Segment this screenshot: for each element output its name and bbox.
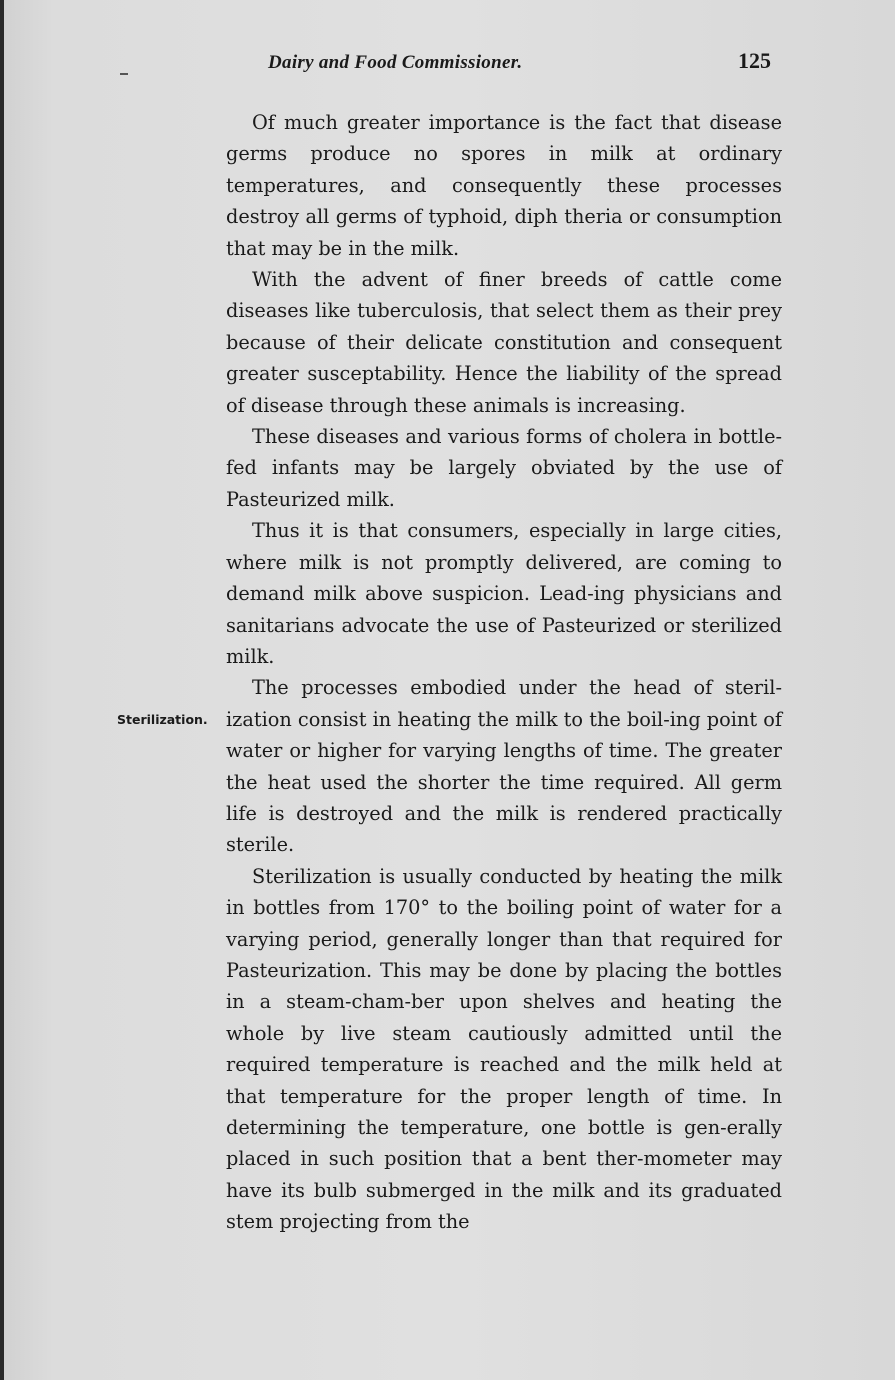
body-text — [226, 107, 782, 1238]
paragraph-6: Sterilization is usually conducted by heating the milk in bottles from 170° to the boiling point of water for a varying period, generally longer than that required for Pasteurization. This may be done by placing the bottles in a steam-cham-ber upon shelves and heating the whole by live steam cautiously admitted until the required temperature is reached and the milk held at that temperature for the proper length of time. In determining the temperature, one bottle is gen-erally placed in such position that a bent ther-mometer may have its bulb submerged in the milk and its graduated stem projecting from the — [226, 864, 782, 1234]
paragraph-1: Of much greater importance is the fact that disease germs produce no spores in milk at ordinary temperatures, and consequently these processes destroy all germs of typhoid, diph theria or consumption that may be in the milk. — [226, 111, 782, 260]
page-edge-rule — [0, 0, 4, 1380]
page-number: 125 — [738, 48, 771, 73]
margin-dash — [120, 73, 128, 75]
margin-note-sterilization: Sterilization. — [117, 712, 208, 727]
paragraph-2: With the advent of finer breeds of cattle come diseases like tuberculosis, that select them as their prey because of their delicate constitution and consequent greater susceptability. Hence the liability of the spread of disease through these animals is increasing. — [226, 268, 782, 417]
running-title: Dairy and Food Commissioner. — [268, 52, 523, 73]
paragraph-4: Thus it is that consumers, especially in large cities, where milk is not promptly delivered, are coming to demand milk above suspicion. Lead-ing physicians and sanitarians advocate the use of Pasteurized or sterilized milk. — [226, 519, 782, 668]
paragraph-3: These diseases and various forms of cholera in bottle-fed infants may be largely obviated by the use of Pasteurized milk. — [226, 425, 782, 511]
paragraph-5: The processes embodied under the head of steril-ization consist in heating the milk to the boil-ing point of water or higher for varying lengths of time. The greater the heat used the shorter the time required. All germ life is destroyed and the milk is rendered practically sterile. — [226, 676, 782, 857]
